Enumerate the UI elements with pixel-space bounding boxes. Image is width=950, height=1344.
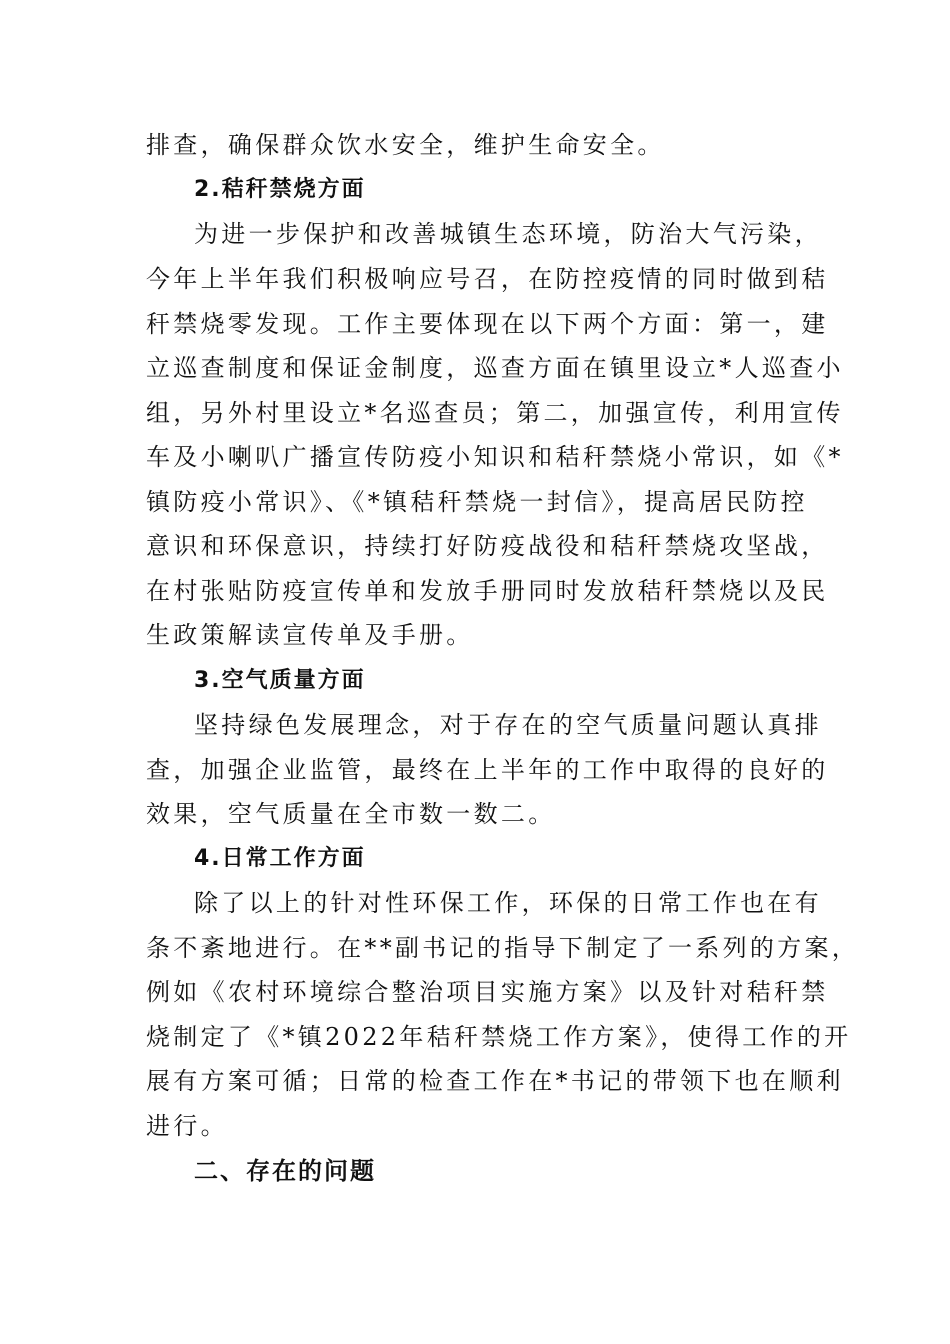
- chapter-heading-problems: 二、存在的问题: [194, 1157, 376, 1185]
- body-line: 进行。: [146, 1112, 228, 1140]
- section-heading-air-quality: 3.空气质量方面: [194, 668, 366, 693]
- body-line: 烧制定了《*镇2022年秸秆禁烧工作方案》，使得工作的开: [146, 1023, 852, 1051]
- body-line: 条不紊地进行。在**副书记的指导下制定了一系列的方案，: [146, 934, 860, 962]
- body-line: 排查，确保群众饮水安全，维护生命安全。: [146, 131, 665, 159]
- body-line: 除了以上的针对性环保工作，环保的日常工作也在有: [194, 889, 822, 917]
- body-line: 查，加强企业监管，最终在上半年的工作中取得的良好的: [146, 756, 829, 784]
- body-line: 在村张贴防疫宣传单和发放手册同时发放秸秆禁烧以及民: [146, 577, 829, 605]
- body-line: 组，另外村里设立*名巡查员；第二，加强宣传，利用宣传: [146, 399, 844, 427]
- body-line: 意识和环保意识，持续打好防疫战役和秸秆禁烧攻坚战，: [146, 532, 829, 560]
- body-line: 展有方案可循；日常的检查工作在*书记的带领下也在顺利: [146, 1067, 844, 1095]
- body-line: 为进一步保护和改善城镇生态环境，防治大气污染，: [194, 220, 822, 248]
- section-heading-straw-burning: 2.秸秆禁烧方面: [194, 177, 366, 202]
- body-line: 秆禁烧零发现。工作主要体现在以下两个方面：第一，建: [146, 310, 829, 338]
- body-line: 生政策解读宣传单及手册。: [146, 621, 474, 649]
- body-line: 立巡查制度和保证金制度，巡查方面在镇里设立*人巡查小: [146, 354, 844, 382]
- body-line: 今年上半年我们积极响应号召，在防控疫情的同时做到秸: [146, 265, 829, 293]
- body-line: 镇防疫小常识》、《*镇秸秆禁烧一封信》，提高居民防控: [146, 488, 808, 516]
- section-heading-daily-work: 4.日常工作方面: [194, 846, 366, 871]
- body-line: 车及小喇叭广播宣传防疫小知识和秸秆禁烧小常识，如《*: [146, 443, 844, 471]
- body-line: 坚持绿色发展理念，对于存在的空气质量问题认真排: [194, 711, 822, 739]
- body-line: 例如《农村环境综合整治项目实施方案》以及针对秸秆禁: [146, 978, 829, 1006]
- body-line: 效果，空气质量在全市数一数二。: [146, 800, 556, 828]
